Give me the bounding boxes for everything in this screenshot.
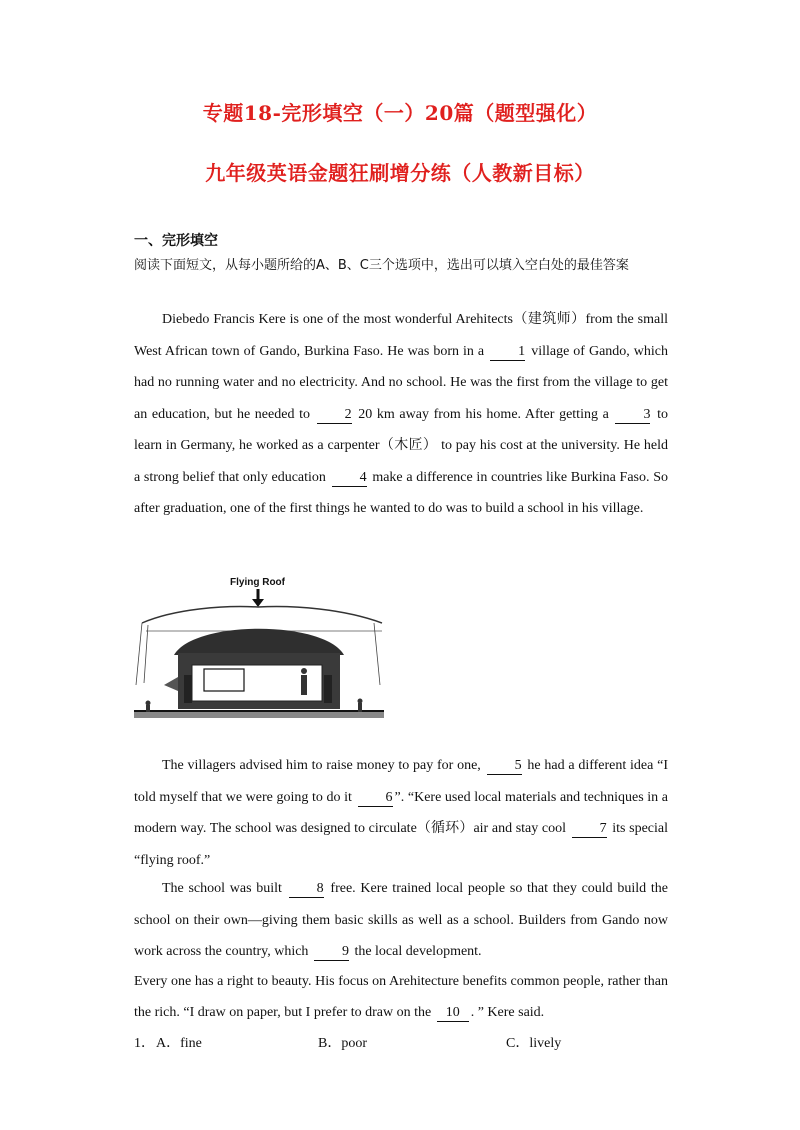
passage-text: . ” Kere said.: [470, 1005, 545, 1020]
passage-text: village of Gando, which had no running water and no electricity. And no school. He was the first from the village to get an education, but he needed to: [134, 343, 669, 422]
passage-paragraph-4: [134, 966, 668, 1028]
blank-9: 9: [314, 944, 349, 961]
passage-paragraph-3: [134, 873, 668, 968]
page-subtitle: 九年级英语金题狂刷增分练（人教新目标）: [205, 161, 595, 185]
roof-arrow-head: [252, 599, 264, 607]
page-title: 专题18-完形填空（一）20篇（题型强化）: [202, 101, 598, 125]
passage-text: 20 km away from his home. After getting a: [358, 406, 609, 422]
blank-2: 2: [317, 407, 352, 424]
flying-roof: [142, 607, 382, 623]
school-building-illustration: [134, 565, 384, 735]
blank-3: 3: [615, 407, 650, 424]
blank-5: 5: [487, 758, 522, 775]
blank-4: 4: [332, 470, 367, 487]
blank-6: 6: [358, 790, 393, 807]
passage-text: The villagers advised him to raise money to pay for one,: [162, 758, 481, 773]
section-heading: 一、完形填空: [134, 233, 218, 249]
blank-1: 1: [490, 344, 525, 361]
passage-paragraph-1: [134, 304, 668, 525]
passage-text: make a difference in countries like Burkina Faso. So after graduation, one of the first things he wanted to do was to build a school in his village.: [134, 469, 668, 516]
passage-text: ”. “Kere used local materials and techniques in a modern way. The school was designed to circulate（循环）air and stay cool: [134, 789, 668, 836]
option-b[interactable]: B．poor: [318, 1036, 367, 1051]
passage-text: The school was built: [162, 881, 282, 896]
question-number: 1．: [134, 1036, 155, 1051]
passage-text: to learn in Germany, he worked as a carpenter（木匠） to pay his cost at the university. He held a strong belief that only education: [134, 406, 668, 485]
flying-roof-label: Flying Roof: [230, 577, 285, 588]
option-a[interactable]: A．fine: [156, 1036, 202, 1051]
passage-text: Diebedo Francis Kere is one of the most wonderful Arehitects（建筑师）from the small West African town of Gando, Burkina Faso. He was born in a: [134, 312, 668, 359]
option-c[interactable]: C．lively: [506, 1036, 562, 1051]
blank-8: 8: [289, 881, 324, 898]
passage-text: the local development.: [354, 944, 482, 959]
passage-text: Every one has a right to beauty. His focus on Arehitecture benefits common people, rather than the rich. “I draw on paper, but I prefer to draw on the: [134, 974, 668, 1020]
passage-text: free. Kere trained local people so that they could build the school on their own—giving them basic skills as well as a school. Builders from Gando now work across the country, which: [134, 881, 669, 959]
section-instruction: 阅读下面短文，从每小题所给的A、B、C三个选项中，选出可以填入空白处的最佳答案: [134, 258, 629, 273]
blank-10: 10: [437, 1005, 469, 1022]
vaulted-ceiling: [174, 629, 344, 655]
passage-text: he had a different idea “I told myself that we were going to do it: [134, 758, 669, 805]
passage-paragraph-2: [134, 750, 668, 876]
passage-text: its special “flying roof.”: [134, 821, 669, 868]
blank-7: 7: [572, 821, 607, 838]
blackboard: [204, 669, 244, 691]
